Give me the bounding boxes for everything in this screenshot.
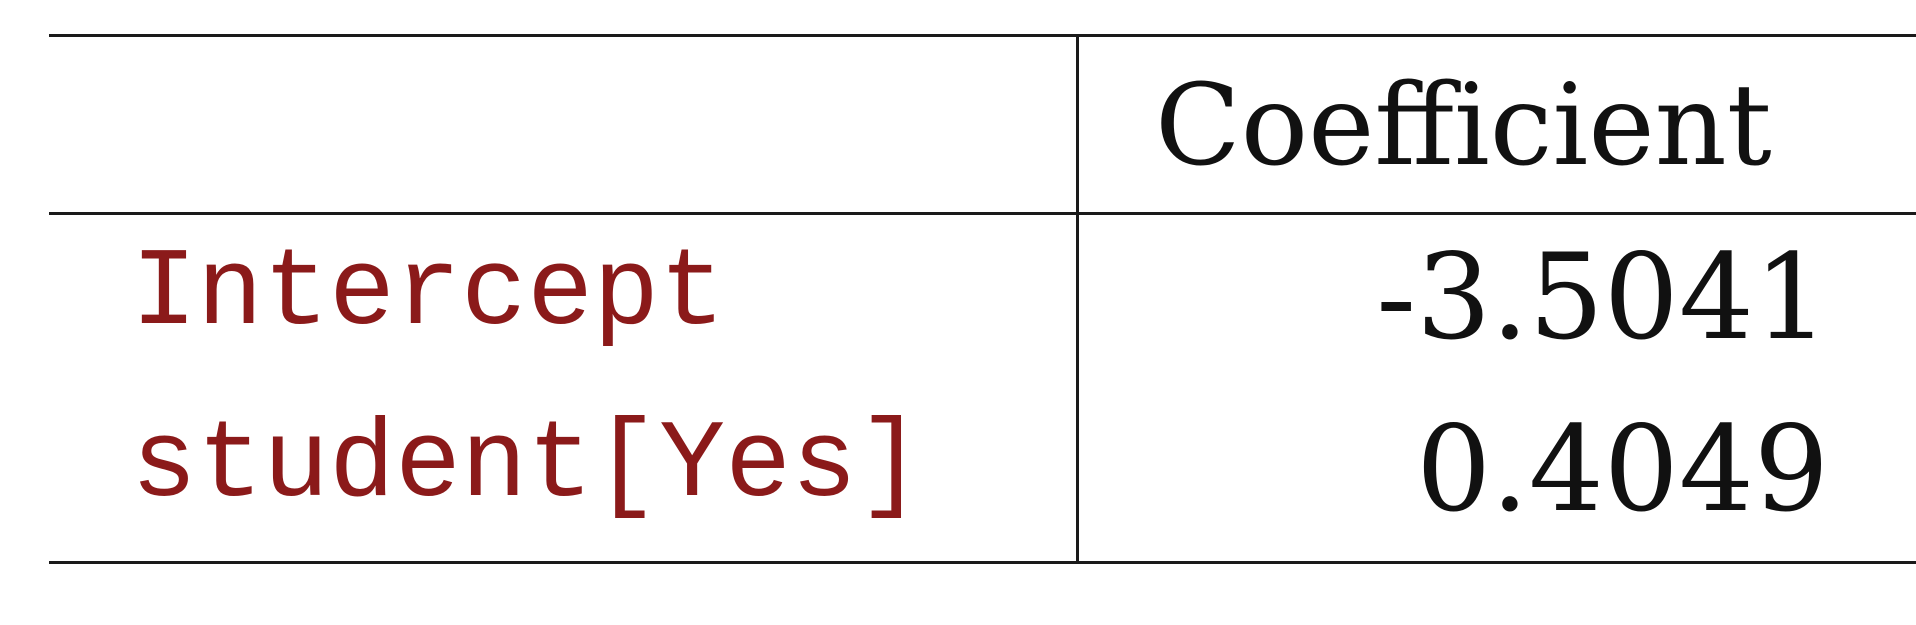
row-value-intercept: -3.5041 — [1376, 228, 1829, 366]
header-rule — [49, 212, 1916, 215]
top-rule — [49, 34, 1916, 37]
bottom-rule — [49, 561, 1916, 564]
row-label-intercept: Intercept — [131, 232, 726, 357]
coefficient-column-header: Coefficient — [1155, 61, 1772, 191]
column-divider — [1076, 34, 1079, 564]
row-label-student-yes: student[Yes] — [131, 404, 924, 529]
coefficient-table — [49, 34, 1916, 564]
row-value-student-yes: 0.4049 — [1416, 400, 1829, 538]
